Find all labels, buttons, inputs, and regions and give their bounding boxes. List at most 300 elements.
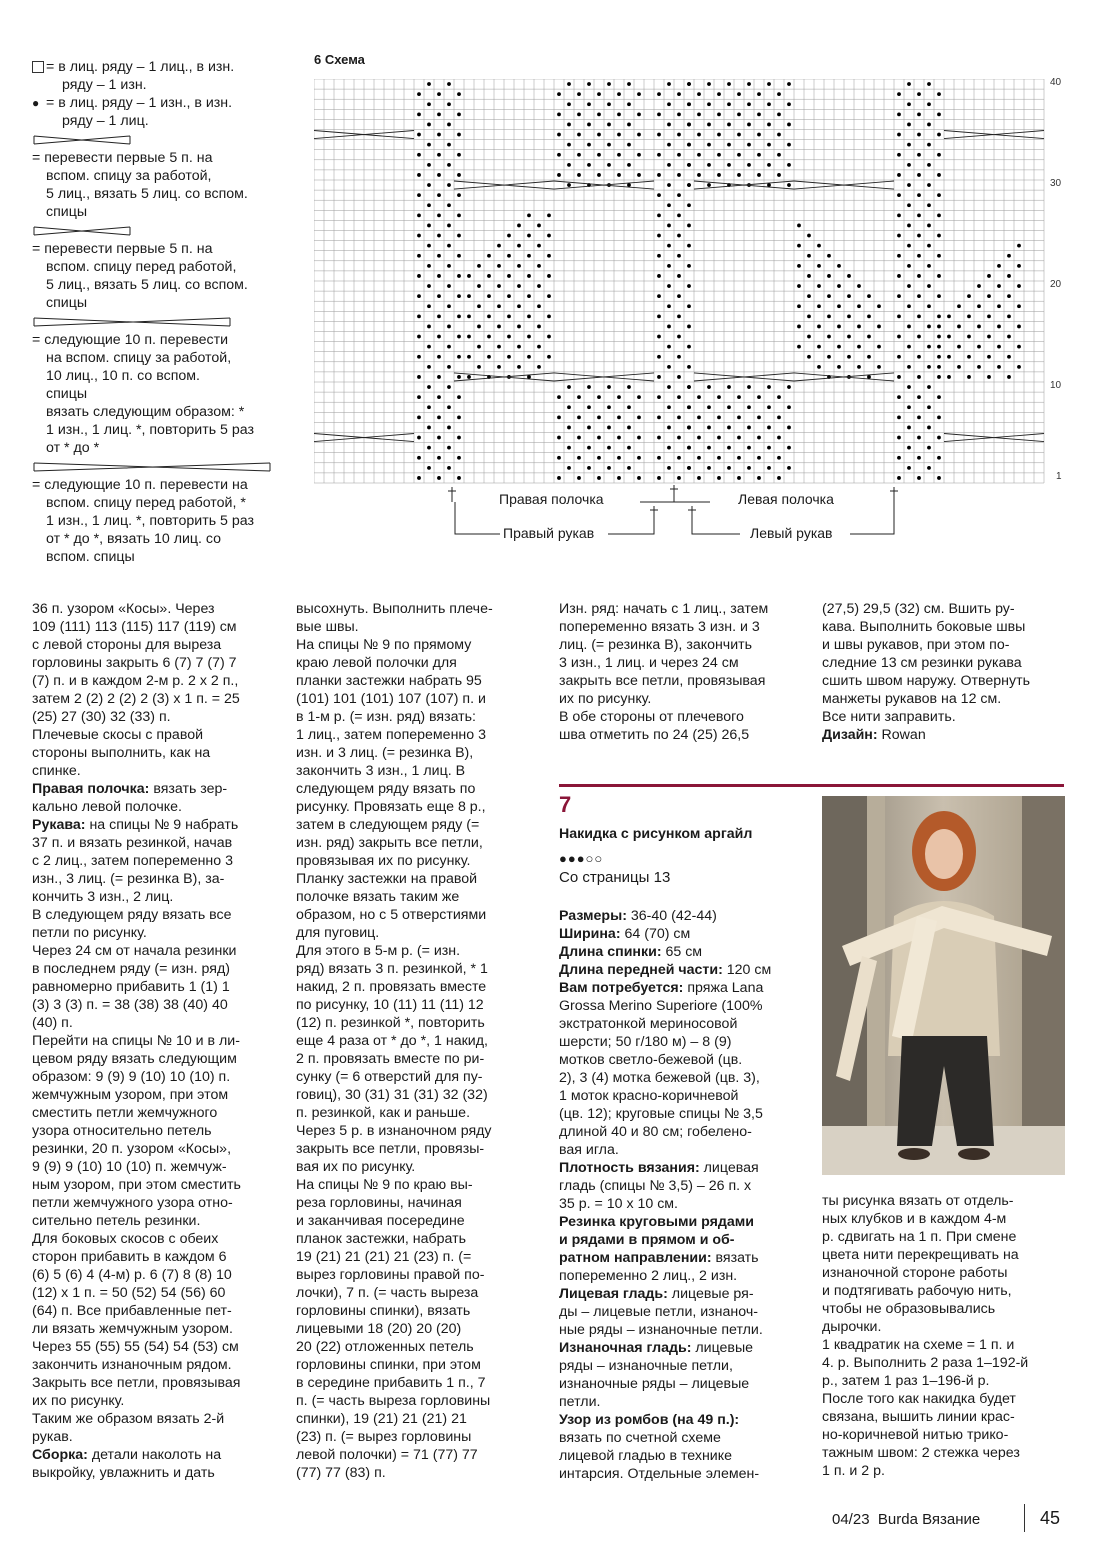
purl-dot <box>597 395 601 399</box>
text-line: шерсти; 50 г/180 м) – 8 (9) <box>559 1034 732 1050</box>
purl-dot <box>787 183 791 187</box>
purl-dot <box>467 294 471 298</box>
text-column-4b <box>822 1192 1072 1480</box>
purl-dot <box>757 456 761 460</box>
purl-dot <box>957 325 961 329</box>
purl-dot <box>557 395 561 399</box>
purl-dot <box>497 325 501 329</box>
purl-dot <box>467 274 471 278</box>
purl-dot <box>907 426 911 430</box>
text-line: лицевыми 18 (20) 20 (20) <box>296 1321 462 1337</box>
purl-dot <box>777 436 781 440</box>
purl-dot <box>767 385 771 389</box>
purl-dot <box>517 345 521 349</box>
purl-dot <box>917 415 921 419</box>
purl-dot <box>567 102 571 106</box>
purl-dot <box>667 284 671 288</box>
purl-dot <box>617 173 621 177</box>
purl-dot <box>987 314 991 318</box>
purl-dot <box>427 385 431 389</box>
text-line: Лицевая гладь: лицевые ря- <box>559 1286 754 1302</box>
text-column-2 <box>296 600 546 1482</box>
text-line: (101) 101 (101) 107 (107) п. и <box>296 691 486 707</box>
purl-dot <box>857 345 861 349</box>
purl-dot <box>737 456 741 460</box>
purl-dot <box>847 274 851 278</box>
purl-dot <box>687 143 691 147</box>
purl-dot <box>777 395 781 399</box>
purl-dot <box>937 355 941 359</box>
text-line: провязывая их по рисунку. <box>296 853 471 869</box>
purl-dot <box>657 335 661 339</box>
purl-dot <box>527 254 531 258</box>
purl-dot <box>687 82 691 86</box>
purl-dot <box>557 415 561 419</box>
purl-dot <box>737 476 741 480</box>
purl-dot <box>717 395 721 399</box>
purl-dot <box>507 274 511 278</box>
purl-dot <box>687 446 691 450</box>
purl-dot <box>897 395 901 399</box>
purl-dot <box>667 304 671 308</box>
purl-dot <box>927 203 931 207</box>
purl-dot <box>717 436 721 440</box>
purl-dot <box>757 415 761 419</box>
purl-dot <box>427 82 431 86</box>
purl-dot <box>547 234 551 238</box>
purl-dot <box>507 234 511 238</box>
purl-dot <box>757 476 761 480</box>
purl-dot <box>977 284 981 288</box>
purl-dot <box>917 92 921 96</box>
purl-dot <box>497 304 501 308</box>
purl-dot <box>427 345 431 349</box>
text-line: экстратонкой мериносовой <box>559 1016 738 1032</box>
purl-dot <box>457 92 461 96</box>
purl-dot <box>577 92 581 96</box>
purl-dot <box>577 173 581 177</box>
purl-dot <box>747 385 751 389</box>
purl-dot <box>437 234 441 238</box>
text-line: Grossa Merino Superiore (100% <box>559 998 763 1014</box>
purl-dot <box>827 314 831 318</box>
purl-dot <box>537 264 541 268</box>
text-line: 2 п. провязать вместе по ри- <box>296 1051 485 1067</box>
purl-dot <box>497 264 501 268</box>
purl-dot <box>437 213 441 217</box>
purl-dot <box>787 143 791 147</box>
text-column-1 <box>32 600 282 1482</box>
purl-dot <box>437 395 441 399</box>
purl-dot <box>637 456 641 460</box>
purl-dot <box>467 335 471 339</box>
purl-dot <box>567 183 571 187</box>
text-line: тажным швом: 2 стежка через <box>822 1445 1020 1461</box>
purl-dot <box>637 173 641 177</box>
purl-dot <box>447 143 451 147</box>
purl-dot <box>747 163 751 167</box>
purl-dot <box>917 133 921 137</box>
text-line: ных клубков и в каждом 4-м <box>822 1211 1007 1227</box>
purl-dot <box>807 274 811 278</box>
purl-dot <box>537 304 541 308</box>
text-line: Все нити заправить. <box>822 709 956 725</box>
text-line: Планку застежки на правой <box>296 871 478 887</box>
purl-dot <box>427 284 431 288</box>
purl-dot <box>827 254 831 258</box>
purl-dot <box>497 244 501 248</box>
purl-dot <box>927 345 931 349</box>
text-line: с левой стороны для выреза <box>32 637 222 653</box>
text-line: сшить швом наружу. Отвернуть <box>822 673 1031 689</box>
purl-dot <box>987 294 991 298</box>
purl-dot <box>437 133 441 137</box>
purl-dot <box>747 426 751 430</box>
purl-dot <box>587 102 591 106</box>
text-line: р., затем 1 раз 1–196-й р. <box>822 1373 990 1389</box>
purl-dot <box>1007 355 1011 359</box>
purl-dot <box>457 355 461 359</box>
purl-dot <box>767 405 771 409</box>
cable-back-10-icon <box>32 315 232 329</box>
purl-dot <box>457 415 461 419</box>
purl-dot <box>937 173 941 177</box>
purl-dot <box>607 426 611 430</box>
purl-dot <box>977 304 981 308</box>
text-line: горловины спинки), вязать <box>296 1303 471 1319</box>
text-line: и подтягивать рабочую нить, <box>822 1283 1012 1299</box>
text-line: ты рисунка вязать от отдель- <box>822 1193 1014 1209</box>
purl-dot <box>607 102 611 106</box>
text-line: сторон прибавить в каждом 6 <box>32 1249 227 1265</box>
purl-dot <box>697 153 701 157</box>
text-line: с 2 лиц., затем попеременно 3 <box>32 853 233 869</box>
purl-dot <box>747 102 751 106</box>
text-line: горловины закрыть 6 (7) 7 (7) 7 <box>32 655 237 671</box>
purl-dot <box>767 143 771 147</box>
purl-dot <box>717 92 721 96</box>
purl-dot <box>987 335 991 339</box>
purl-dot <box>567 405 571 409</box>
row-label-10: 10 <box>1050 380 1062 391</box>
purl-dot <box>447 385 451 389</box>
purl-dot <box>727 82 731 86</box>
purl-dot <box>867 355 871 359</box>
purl-dot <box>427 325 431 329</box>
purl-dot <box>907 102 911 106</box>
purl-dot <box>907 163 911 167</box>
purl-dot <box>827 355 831 359</box>
purl-dot <box>667 426 671 430</box>
text-line: (23) п. (= вырез горловины <box>296 1429 472 1445</box>
purl-dot <box>597 415 601 419</box>
purl-dot <box>617 395 621 399</box>
purl-dot <box>427 183 431 187</box>
purl-dot <box>587 123 591 127</box>
purl-dot <box>827 274 831 278</box>
purl-dot <box>697 395 701 399</box>
purl-dot <box>687 426 691 430</box>
purl-dot <box>427 143 431 147</box>
text-line: закончить 3 изн., 1 лиц. В <box>296 763 466 779</box>
purl-dot <box>757 133 761 137</box>
text-line: изн., 3 лиц. (= резинка В), за- <box>32 871 225 887</box>
text-line: (7) п. и в каждом 2-м р. 2 х 2 п., <box>32 673 239 689</box>
text-line: Плечевые скосы с правой <box>32 727 204 743</box>
purl-dot <box>447 304 451 308</box>
purl-dot <box>617 92 621 96</box>
purl-dot <box>447 183 451 187</box>
purl-dot <box>757 92 761 96</box>
purl-dot <box>777 173 781 177</box>
text-line: образом, но с 5 отверстиями <box>296 907 487 923</box>
purl-dot <box>937 294 941 298</box>
purl-dot <box>417 274 421 278</box>
purl-dot <box>907 345 911 349</box>
text-line: петли. <box>559 1394 601 1410</box>
purl-dot <box>457 375 461 379</box>
text-line: 35 р. = 10 х 10 см. <box>559 1196 678 1212</box>
purl-dot <box>527 213 531 217</box>
purl-dot <box>417 92 421 96</box>
purl-dot <box>697 92 701 96</box>
purl-dot <box>967 314 971 318</box>
purl-dot <box>807 335 811 339</box>
purl-dot <box>677 193 681 197</box>
purl-dot <box>547 274 551 278</box>
purl-dot <box>677 476 681 480</box>
purl-dot <box>827 335 831 339</box>
purl-dot <box>897 193 901 197</box>
purl-dot <box>997 284 1001 288</box>
purl-dot <box>487 254 491 258</box>
purl-dot <box>857 325 861 329</box>
text-line: ряды – изнаночные петли, <box>559 1358 733 1374</box>
purl-dot <box>927 426 931 430</box>
text-line: в последнем ряду (= изн. ряд) <box>32 961 230 977</box>
purl-dot <box>657 415 661 419</box>
purl-dot <box>677 213 681 217</box>
text-line: На спицы № 9 по краю вы- <box>296 1177 473 1193</box>
purl-dot <box>917 375 921 379</box>
purl-dot <box>557 92 561 96</box>
purl-dot <box>677 294 681 298</box>
purl-dot <box>447 446 451 450</box>
purl-dot <box>447 82 451 86</box>
label-left-sleeve: Левый рукав <box>750 525 833 541</box>
purl-dot <box>997 264 1001 268</box>
text-line: Правая полочка: вязать зер- <box>32 781 228 797</box>
purl-dot <box>837 345 841 349</box>
purl-dot <box>427 224 431 228</box>
purl-dot <box>657 173 661 177</box>
purl-dot <box>897 415 901 419</box>
purl-dot <box>697 173 701 177</box>
purl-dot <box>757 112 761 116</box>
text-line: накид, 2 п. провязать вместе <box>296 979 487 995</box>
purl-dot <box>417 476 421 480</box>
purl-dot <box>467 355 471 359</box>
purl-dot <box>417 173 421 177</box>
purl-dot <box>687 345 691 349</box>
purl-dot <box>937 254 941 258</box>
purl-dot <box>817 345 821 349</box>
purl-dot <box>577 133 581 137</box>
purl-dot <box>917 436 921 440</box>
purl-dot <box>927 264 931 268</box>
purl-dot <box>627 405 631 409</box>
purl-dot <box>707 183 711 187</box>
purl-dot <box>1017 244 1021 248</box>
purl-dot <box>607 385 611 389</box>
purl-dot <box>877 365 881 369</box>
purl-dot <box>897 274 901 278</box>
purl-dot <box>677 112 681 116</box>
purl-dot <box>707 163 711 167</box>
purl-dot <box>447 264 451 268</box>
purl-dot <box>917 254 921 258</box>
purl-dot <box>597 112 601 116</box>
purl-dot <box>527 234 531 238</box>
purl-dot <box>807 355 811 359</box>
text-line: равномерно прибавить 1 (1) 1 <box>32 979 230 995</box>
purl-dot <box>947 314 951 318</box>
text-line: 1 лиц., затем попеременно 3 <box>296 727 486 743</box>
purl-dot <box>897 112 901 116</box>
purl-dot <box>637 415 641 419</box>
purl-dot <box>677 254 681 258</box>
purl-dot <box>787 405 791 409</box>
purl-dot <box>427 466 431 470</box>
text-line: После того как накидка будет <box>822 1391 1016 1407</box>
text-line: Через 24 см от начала резинки <box>32 943 237 959</box>
purl-dot <box>567 385 571 389</box>
purl-dot <box>1017 325 1021 329</box>
purl-dot <box>637 395 641 399</box>
text-line: попеременно вязать 3 изн. и 3 <box>559 619 760 635</box>
text-line: но-коричневой нитью трико- <box>822 1427 1009 1443</box>
text-line: (12) х 1 п. = 50 (52) 54 (56) 60 <box>32 1285 226 1301</box>
text-line: закрыть все петли, провязывая <box>559 673 766 689</box>
purl-dot <box>417 213 421 217</box>
purl-dot <box>757 173 761 177</box>
purl-dot <box>427 264 431 268</box>
purl-dot <box>667 203 671 207</box>
purl-dot <box>447 203 451 207</box>
purl-dot <box>877 345 881 349</box>
purl-dot <box>507 294 511 298</box>
purl-dot <box>617 133 621 137</box>
section-divider <box>559 784 1064 787</box>
text-line: узора относительно петель <box>32 1123 212 1139</box>
purl-dot <box>677 355 681 359</box>
purl-dot <box>567 426 571 430</box>
legend-purl: ● = в лиц. ряду – 1 изн., в изн. ряду – 1 лиц. <box>32 95 233 129</box>
purl-dot <box>587 385 591 389</box>
purl-dot <box>557 476 561 480</box>
text-line: лиц. (= резинка В), закончить <box>559 637 753 653</box>
purl-dot <box>747 446 751 450</box>
project-title: Накидка с рисунком аргайл <box>559 826 753 842</box>
purl-dot <box>817 325 821 329</box>
purl-dot <box>907 325 911 329</box>
purl-dot <box>557 436 561 440</box>
purl-dot <box>687 224 691 228</box>
text-line: На спицы № 9 по прямому <box>296 637 472 653</box>
purl-dot <box>417 153 421 157</box>
purl-dot <box>927 183 931 187</box>
purl-dot <box>947 375 951 379</box>
purl-dot <box>427 203 431 207</box>
purl-dot <box>517 224 521 228</box>
purl-dot <box>937 193 941 197</box>
purl-dot <box>717 153 721 157</box>
chart-legend <box>32 58 282 568</box>
purl-dot <box>557 112 561 116</box>
text-line: вязать по счетной схеме <box>559 1430 721 1446</box>
purl-dot <box>957 304 961 308</box>
purl-dot <box>687 385 691 389</box>
purl-dot <box>477 365 481 369</box>
purl-dot <box>667 405 671 409</box>
legend-knit: = в лиц. ряду – 1 лиц., в изн. ряду – 1 изн. <box>32 58 282 94</box>
purl-dot <box>897 294 901 298</box>
purl-dot <box>717 173 721 177</box>
purl-dot <box>727 446 731 450</box>
text-line: шва отметить по 24 (25) 26,5 <box>559 727 750 743</box>
text-line: ряд) вязать 3 п. резинкой, * 1 <box>296 961 488 977</box>
purl-dot <box>897 92 901 96</box>
text-line: полочке вязать таким же <box>296 889 460 905</box>
purl-dot <box>437 294 441 298</box>
text-line: лицевой гладью в технике <box>559 1448 732 1464</box>
purl-dot <box>737 173 741 177</box>
purl-dot <box>597 476 601 480</box>
purl-dot <box>1007 314 1011 318</box>
purl-dot <box>627 183 631 187</box>
text-line: кально левой полочке. <box>32 799 182 815</box>
text-line: ратном направлении: вязать <box>559 1250 759 1266</box>
purl-dot <box>677 436 681 440</box>
purl-dot <box>587 143 591 147</box>
purl-dot <box>687 365 691 369</box>
text-line: изн. и 3 лиц. (= резинка В), <box>296 745 474 761</box>
text-line: дырочки. <box>822 1319 882 1335</box>
purl-dot <box>457 193 461 197</box>
purl-dot <box>927 123 931 127</box>
purl-dot <box>417 314 421 318</box>
purl-dot <box>497 284 501 288</box>
purl-dot <box>777 92 781 96</box>
purl-dot <box>937 345 941 349</box>
purl-dot <box>837 304 841 308</box>
purl-dot <box>677 395 681 399</box>
purl-dot <box>657 254 661 258</box>
purl-dot <box>687 163 691 167</box>
purl-dot <box>677 335 681 339</box>
purl-dot <box>417 395 421 399</box>
purl-dot <box>757 436 761 440</box>
purl-dot <box>907 284 911 288</box>
purl-dot <box>657 234 661 238</box>
purl-dot <box>417 254 421 258</box>
purl-dot <box>777 112 781 116</box>
purl-dot <box>417 133 421 137</box>
text-line: 36 п. узором «Косы». Через <box>32 601 215 617</box>
purl-dot <box>987 355 991 359</box>
purl-dot <box>917 193 921 197</box>
text-line: (64) п. Все прибавленные пет- <box>32 1303 232 1319</box>
